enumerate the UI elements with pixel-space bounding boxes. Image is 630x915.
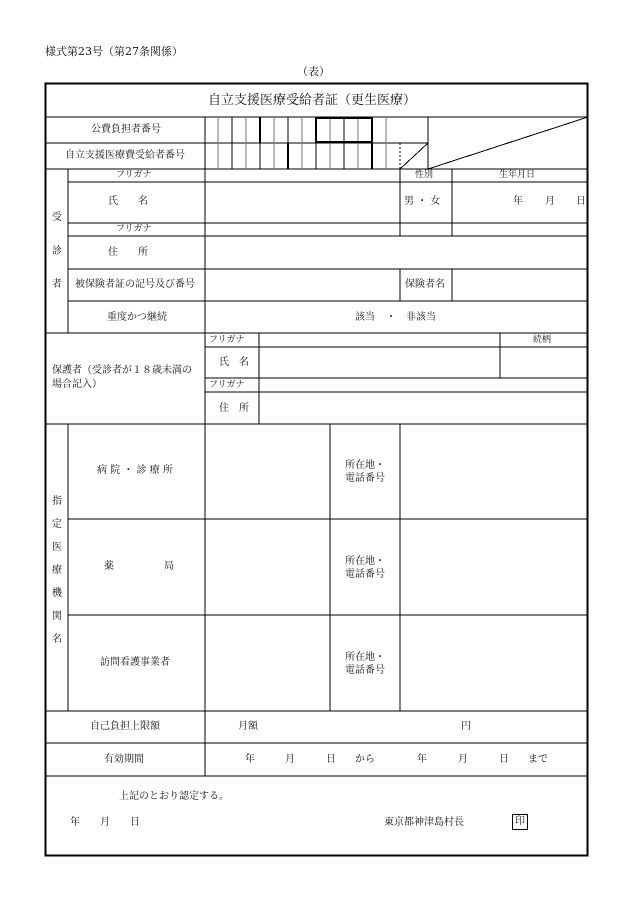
severe-applicable: 該当 <box>355 312 375 323</box>
patient-group-char-3: 者 <box>52 279 62 290</box>
certification-statement: 上記のとおり認定する。 <box>119 791 229 802</box>
birth-year: 年 <box>513 196 523 207</box>
validity-start-year: 年 <box>245 754 255 765</box>
institution-group-char-4: 療 <box>52 565 62 576</box>
birth-month: 月 <box>545 196 555 207</box>
validity-end-year: 年 <box>417 754 427 765</box>
severe-separator: ・ <box>386 312 396 323</box>
hospital-location-label-line2: 電話番号 <box>345 473 385 484</box>
patient-name-label: 氏 名 <box>108 196 148 207</box>
validity-start-month: 月 <box>285 754 295 765</box>
issuer-name: 東京都神津島村長 <box>384 817 464 828</box>
guardian-label-line2: 場合記入） <box>52 379 102 390</box>
patient-furigana-label: フリガナ <box>116 170 152 180</box>
institution-group-char-2: 定 <box>52 519 62 530</box>
severe-not-applicable: 非該当 <box>406 312 436 323</box>
institution-group-char-7: 名 <box>52 634 62 645</box>
institution-group-char-1: 指 <box>52 496 62 507</box>
payer-number-label: 公費負担者番号 <box>91 124 161 135</box>
patient-address-furigana-label: フリガナ <box>116 224 152 234</box>
guardian-address-label: 住 所 <box>219 403 249 414</box>
guardian-furigana-label: フリガナ <box>209 335 245 345</box>
pharmacy-location-label-line1: 所在地・ <box>345 556 385 567</box>
insurer-name-label: 保険者名 <box>405 279 445 290</box>
sex-value: 男 ・ 女 <box>404 196 441 207</box>
guardian-name-label: 氏 名 <box>219 357 249 368</box>
patient-group-char-1: 受 <box>52 212 62 223</box>
severe-continuous-label: 重度かつ継続 <box>107 312 167 323</box>
birth-day: 日 <box>576 196 586 207</box>
certification-date-day: 日 <box>130 817 140 828</box>
home-nursing-location-label-line2: 電話番号 <box>345 665 385 676</box>
validity-label: 有効期間 <box>104 754 144 765</box>
guardian-relation-label: 続柄 <box>533 335 552 345</box>
patient-address-label: 住 所 <box>108 247 148 258</box>
validity-until: まで <box>528 754 548 765</box>
birth-date-label: 生年月日 <box>499 170 536 180</box>
guardian-address-furigana-label: フリガナ <box>209 380 245 390</box>
form-side-label: （表） <box>297 65 330 78</box>
pharmacy-location-label-line2: 電話番号 <box>345 569 385 580</box>
form-number: 様式第23号（第27条関係） <box>45 45 183 58</box>
certification-date-month: 月 <box>100 817 110 828</box>
recipient-number-label: 自立支援医療費受給者番号 <box>65 150 185 161</box>
form-title: 自立支援医療受給者証（更生医療） <box>208 93 417 108</box>
home-nursing-label: 訪問看護事業者 <box>100 657 170 668</box>
certification-date-year: 年 <box>70 817 80 828</box>
home-nursing-location-label-line1: 所在地・ <box>345 652 385 663</box>
hospital-clinic-label: 病 院 ・ 診 療 所 <box>97 465 173 476</box>
monthly-label: 月額 <box>238 721 258 732</box>
yen-label: 円 <box>461 721 471 732</box>
copay-limit-label: 自己負担上限額 <box>90 721 160 732</box>
institution-group-char-3: 医 <box>52 542 62 553</box>
validity-start-day: 日 <box>326 754 336 765</box>
hospital-location-label-line1: 所在地・ <box>345 460 385 471</box>
sex-label: 性別 <box>415 170 434 180</box>
institution-group-char-6: 関 <box>52 611 62 622</box>
validity-end-month: 月 <box>458 754 468 765</box>
seal-mark: 印 <box>512 814 528 830</box>
validity-from: から <box>355 754 375 765</box>
patient-group-char-2: 診 <box>52 246 62 257</box>
validity-end-day: 日 <box>499 754 509 765</box>
guardian-label-line1: 保護者（受診者が１８歳未満の <box>52 365 192 376</box>
pharmacy-label: 薬 局 <box>104 561 174 572</box>
insurance-id-label: 被保険者証の記号及び番号 <box>75 279 195 290</box>
institution-group-char-5: 機 <box>52 588 62 599</box>
